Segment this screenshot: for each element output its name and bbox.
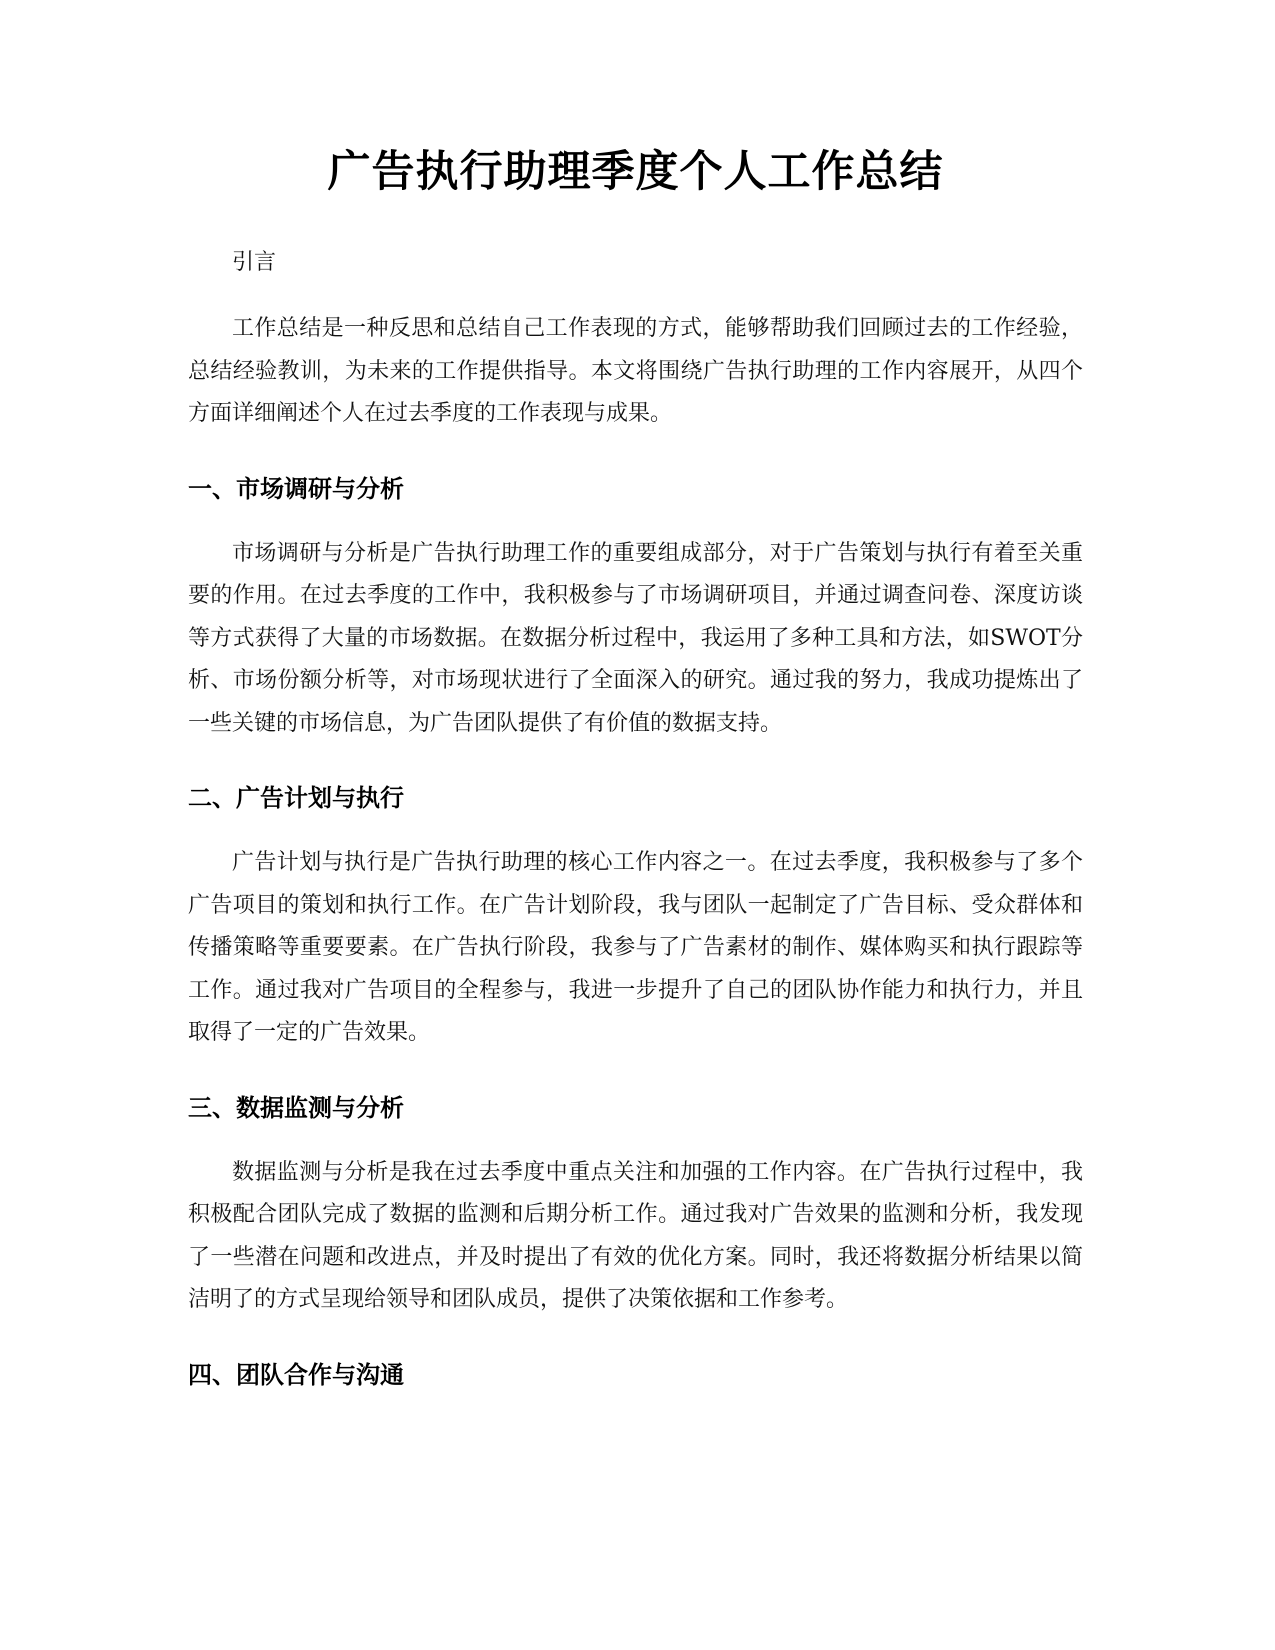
section-heading-market-research: 一、市场调研与分析 xyxy=(188,474,404,503)
intro-label: 引言 xyxy=(232,250,277,275)
section-paragraph-ad-planning: 广告计划与执行是广告执行助理的核心工作内容之一。在过去季度，我积极参与了多个广告项目的策划和执行工作。在广告计划阶段，我与团队一起制定了广告目标、受众群体和传播策略等重要要素。在广告执行阶段，我参与了广告素材的制作、媒体购买和执行跟踪等工作。通过我对广告项目的全程参与，我进一步提升了自己的团队协作能力和执行力，并且取得了一定的广告效果。 xyxy=(188,850,1083,1045)
section-paragraph-market-research: 市场调研与分析是广告执行助理工作的重要组成部分，对于广告策划与执行有着至关重要的作用。在过去季度的工作中，我积极参与了市场调研项目，并通过调查问卷、深度访谈等方式获得了大量的市场数据。在数据分析过程中，我运用了多种工具和方法，如SWOT分析、市场份额分析等，对市场现状进行了全面深入的研究。通过我的努力，我成功提炼出了一些关键的市场信息，为广告团队提供了有价值的数据支持。 xyxy=(188,540,1083,736)
section-heading-data-monitoring: 三、数据监测与分析 xyxy=(188,1093,404,1122)
section-heading-teamwork: 四、团队合作与沟通 xyxy=(188,1360,404,1389)
section-heading-ad-planning: 二、广告计划与执行 xyxy=(188,784,404,812)
document-content xyxy=(188,142,1083,1395)
section-paragraph-data-monitoring: 数据监测与分析是我在过去季度中重点关注和加强的工作内容。在广告执行过程中，我积极配合团队完成了数据的监测和后期分析工作。通过我对广告效果的监测和分析，我发现了一些潜在问题和改进点，并及时提出了有效的优化方案。同时，我还将数据分析结果以简洁明了的方式呈现给领导和团队成员，提供了决策依据和工作参考。 xyxy=(188,1159,1083,1312)
document-title: 广告执行助理季度个人工作总结 xyxy=(327,147,944,197)
intro-paragraph: 工作总结是一种反思和总结自己工作表现的方式，能够帮助我们回顾过去的工作经验，总结经验教训，为未来的工作提供指导。本文将围绕广告执行助理的工作内容展开，从四个方面详细阐述个人在过去季度的工作表现与成果。 xyxy=(188,316,1083,426)
